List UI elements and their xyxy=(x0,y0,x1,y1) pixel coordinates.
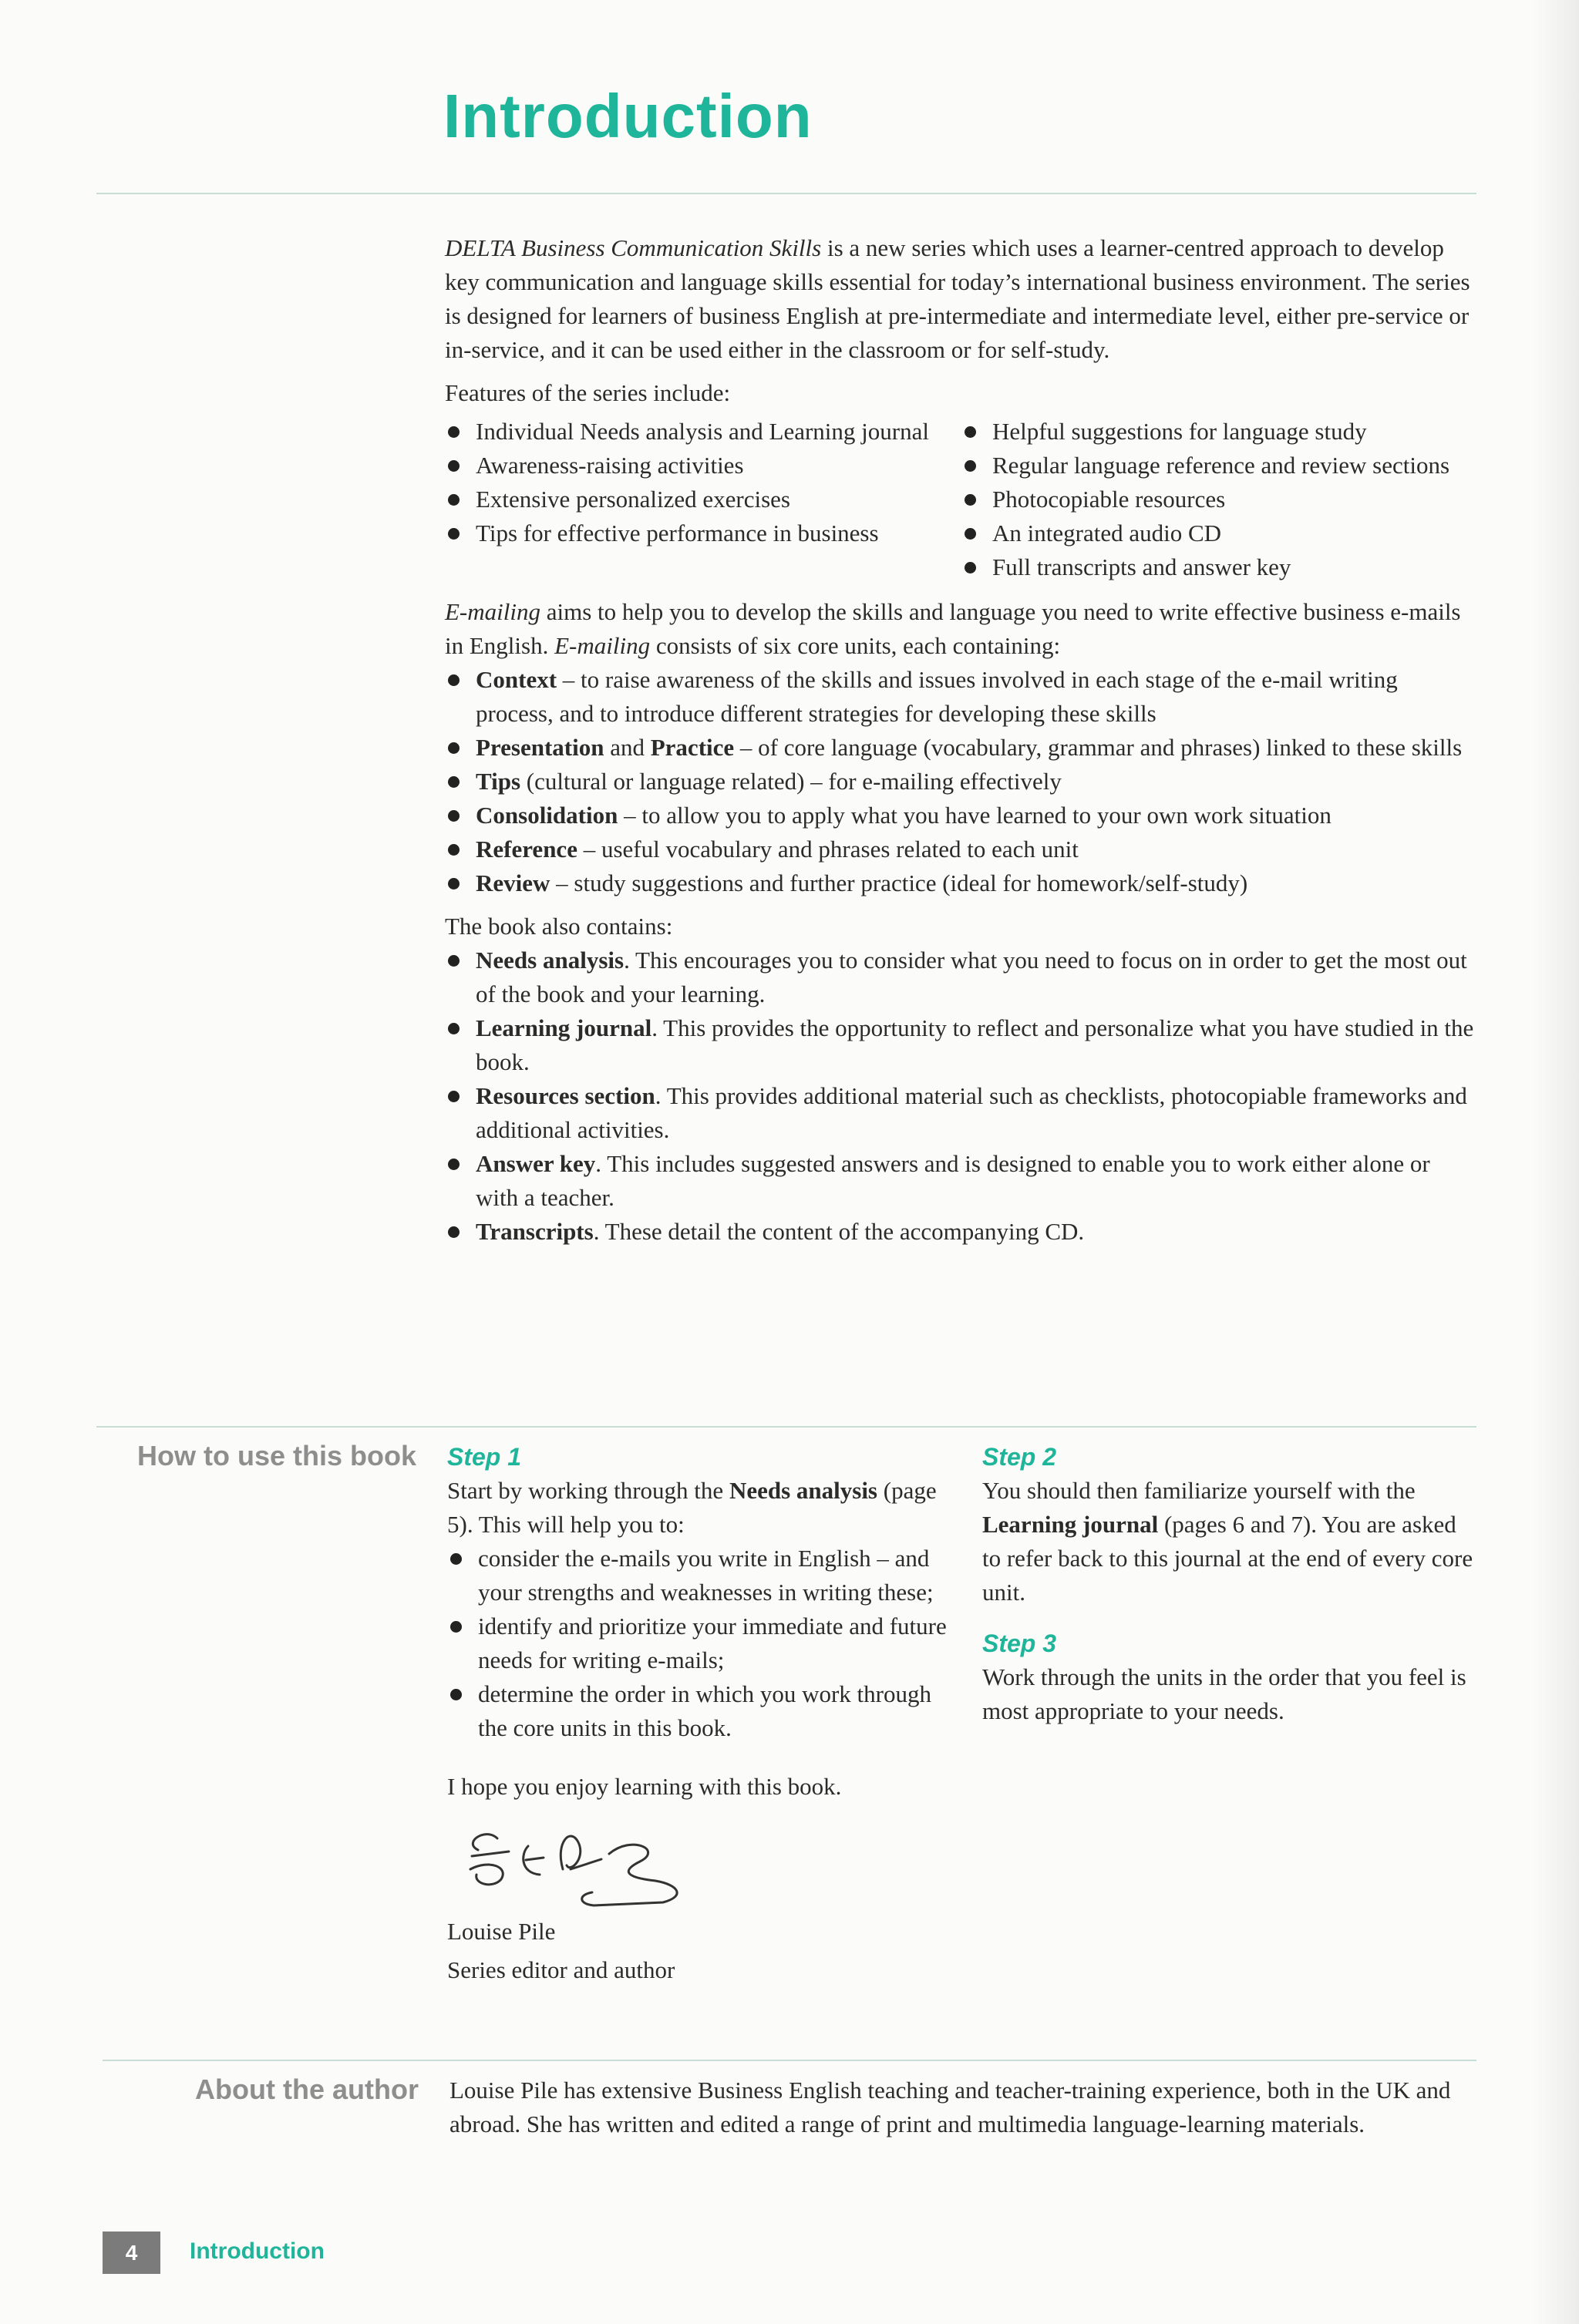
features-right xyxy=(961,415,1478,584)
list-item xyxy=(445,866,1478,900)
author-role: Series editor and author xyxy=(447,1956,675,1983)
step1-list xyxy=(447,1542,956,1745)
list-item: Tips for effective performance in business xyxy=(445,516,961,550)
list-item-term: Answer key xyxy=(476,1150,596,1177)
emailing-paragraph: E-mailing aims to help you to develop the skills and language you need to write effective business e-mails in English. E-mailing consists of six core units, each containing: xyxy=(445,598,1461,659)
step1-column xyxy=(447,1440,956,1987)
step2-column xyxy=(982,1440,1476,1728)
list-item: Photocopiable resources xyxy=(961,483,1478,516)
divider xyxy=(103,2060,1476,2061)
list-item: identify and prioritize your immediate and future needs for writing e-mails; xyxy=(447,1609,956,1677)
list-item-term: Reference xyxy=(476,836,577,863)
list-item: Individual Needs analysis and Learning journal xyxy=(445,415,961,449)
divider xyxy=(96,193,1476,194)
list-item xyxy=(445,765,1478,799)
page-number: 4 xyxy=(103,2232,160,2274)
step1-heading: Step 1 xyxy=(447,1443,522,1471)
list-item-text: . This includes suggested answers and is designed to enable you to work either alone or with a teacher. xyxy=(476,1150,1430,1211)
list-item xyxy=(445,1079,1478,1147)
also-list xyxy=(445,943,1478,1249)
series-name: DELTA Business Communication Skills xyxy=(445,234,822,261)
also-lead: The book also contains: xyxy=(445,913,673,940)
units-list xyxy=(445,663,1478,900)
list-item-text: . This provides additional material such as checklists, photocopiable frameworks and additional activities. xyxy=(476,1082,1467,1143)
list-item-text: . These detail the content of the accompanying CD. xyxy=(593,1218,1085,1245)
list-item: determine the order in which you work through the core units in this book. xyxy=(447,1677,956,1745)
footer-section-label: Introduction xyxy=(190,2238,325,2264)
step2-heading: Step 2 xyxy=(982,1443,1057,1471)
list-item-term: Needs analysis xyxy=(476,947,625,974)
list-item-text: – useful vocabulary and phrases related to each unit xyxy=(577,836,1079,863)
list-item xyxy=(445,1147,1478,1215)
list-item xyxy=(445,799,1478,832)
features-left xyxy=(445,415,961,584)
list-item xyxy=(445,1011,1478,1079)
list-item: Helpful suggestions for language study xyxy=(961,415,1478,449)
list-item-term: Learning journal xyxy=(476,1014,652,1041)
list-item-term: Practice xyxy=(650,734,735,761)
how-to-heading: How to use this book xyxy=(136,1440,416,1471)
list-item: An integrated audio CD xyxy=(961,516,1478,550)
author-name: Louise Pile xyxy=(447,1918,556,1945)
about-heading: About the author xyxy=(195,2073,419,2105)
step3-heading: Step 3 xyxy=(982,1629,1057,1657)
list-item-term: Presentation xyxy=(476,734,604,761)
signature-image xyxy=(455,1811,709,1912)
features-lead: Features of the series include: xyxy=(445,379,731,406)
list-item-term: Transcripts xyxy=(476,1218,594,1245)
list-item xyxy=(445,832,1478,866)
list-item: Regular language reference and review sections xyxy=(961,449,1478,483)
list-item-term: Review xyxy=(476,869,550,896)
list-item-term: Consolidation xyxy=(476,802,618,829)
list-item xyxy=(445,943,1478,1011)
divider xyxy=(96,1426,1476,1428)
list-item xyxy=(445,663,1478,731)
list-item xyxy=(445,731,1478,765)
list-item: Full transcripts and answer key xyxy=(961,550,1478,584)
list-item-text: (cultural or language related) – for e-mailing effectively xyxy=(520,768,1062,795)
list-item xyxy=(445,1215,1478,1249)
list-item: Awareness-raising activities xyxy=(445,449,961,483)
list-item-text: – of core language (vocabulary, grammar and phrases) linked to these skills xyxy=(734,734,1463,761)
about-section xyxy=(449,2073,1479,2141)
list-item-text: – study suggestions and further practice (ideal for homework/self-study) xyxy=(550,869,1248,896)
page-edge-shadow xyxy=(1533,0,1579,2324)
list-item-text: . This encourages you to consider what you need to focus on in order to get the most out of the book and your learning. xyxy=(476,947,1467,1007)
list-item-term: Context xyxy=(476,666,557,693)
list-item-term: Tips xyxy=(476,768,521,795)
step1-text: Start by working through the Needs analysis (page 5). This will help you to: xyxy=(447,1477,937,1538)
features-list xyxy=(445,415,1478,584)
intro-section xyxy=(445,231,1478,1249)
intro-paragraph: DELTA Business Communication Skills is a new series which uses a learner-centred approach to develop key communication and language skills essential for today’s international business environment. The series is designed for learners of business English at pre-intermediate and intermediate level, either pre-service or in-service, and it can be used either in the classroom or for self-study. xyxy=(445,234,1470,363)
list-item-term: Resources section xyxy=(476,1082,655,1109)
list-item-joiner: and xyxy=(604,734,651,761)
list-item: Extensive personalized exercises xyxy=(445,483,961,516)
step2-text: You should then familiarize yourself with the Learning journal (pages 6 and 7). You are asked to refer back to this journal at the end of every core unit. xyxy=(982,1477,1473,1606)
closing-line: I hope you enjoy learning with this book. xyxy=(447,1773,842,1800)
list-item-text: – to allow you to apply what you have learned to your own work situation xyxy=(618,802,1332,829)
page-title: Introduction xyxy=(443,82,813,150)
list-item-text: . This provides the opportunity to reflect and personalize what you have studied in the book. xyxy=(476,1014,1474,1075)
list-item: consider the e-mails you write in English – and your strengths and weaknesses in writing these; xyxy=(447,1542,956,1609)
about-text: Louise Pile has extensive Business English teaching and teacher-training experience, both in the UK and abroad. She has written and edited a range of print and multimedia language-learning materials. xyxy=(449,2077,1451,2137)
list-item-text: – to raise awareness of the skills and issues involved in each stage of the e-mail writing process, and to introduce different strategies for developing these skills xyxy=(476,666,1398,727)
step3-text: Work through the units in the order that you feel is most appropriate to your needs. xyxy=(982,1663,1466,1724)
